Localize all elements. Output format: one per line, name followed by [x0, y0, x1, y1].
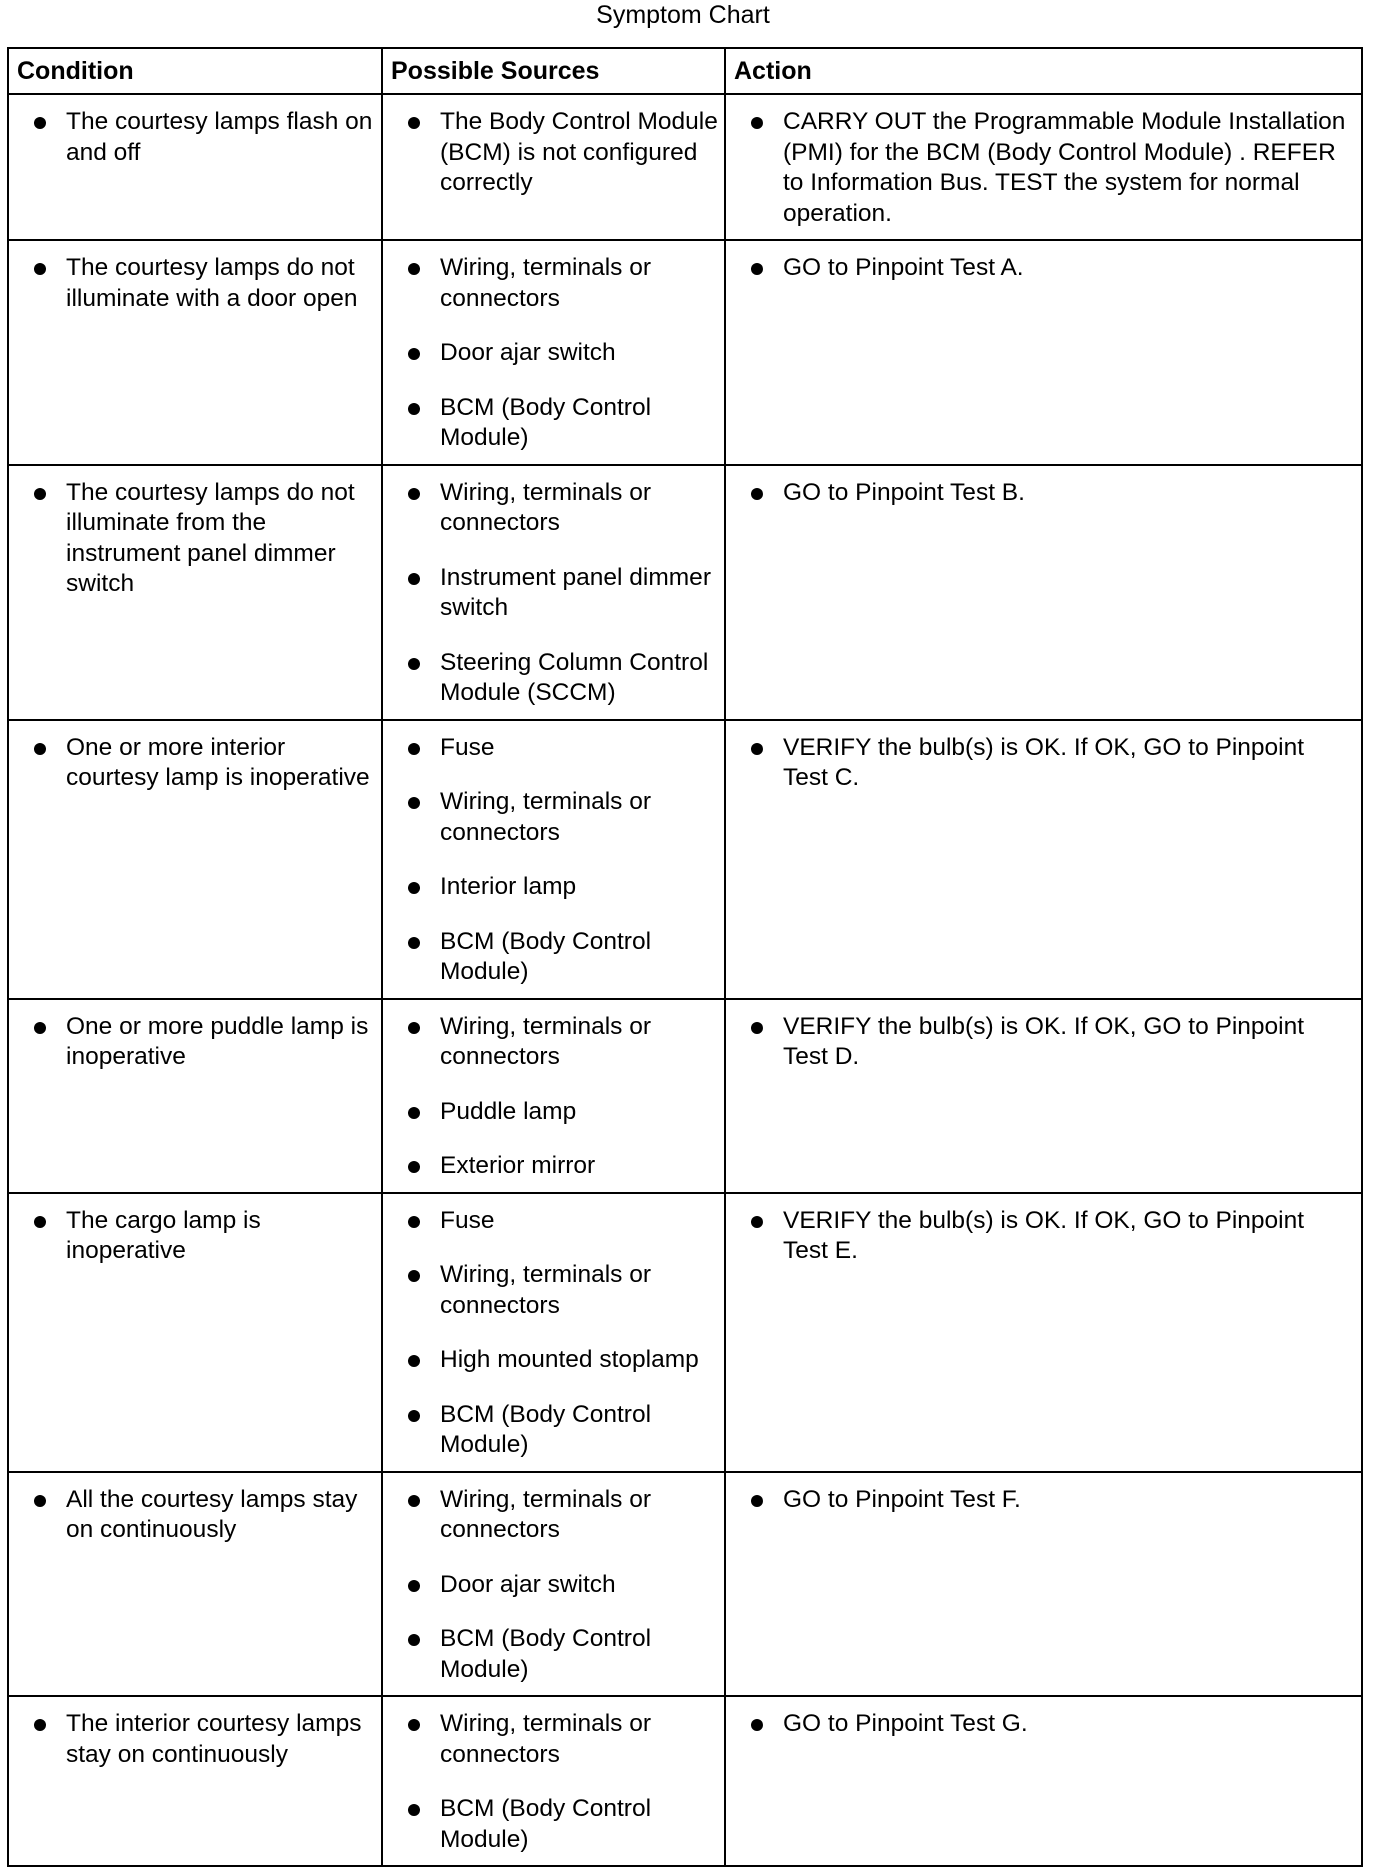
bullet-list — [383, 1012, 718, 1182]
condition-cell — [8, 720, 382, 999]
possible-sources-cell — [382, 1193, 725, 1472]
possible-source-item: Wiring, terminals or connectors — [383, 1485, 718, 1546]
column-header-condition: Condition — [8, 48, 382, 94]
page-title: Symptom Chart — [596, 1, 770, 29]
bullet-list — [9, 1206, 375, 1267]
bullet-list — [9, 1012, 375, 1073]
possible-source-item: Wiring, terminals or connectors — [383, 1260, 718, 1321]
bullet-list — [383, 107, 718, 199]
table-row — [8, 1472, 1362, 1697]
condition-text: The cargo lamp is inoperative — [9, 1206, 375, 1267]
bullet-list — [9, 1485, 375, 1546]
possible-sources-cell — [382, 240, 725, 465]
possible-source-item: High mounted stoplamp — [383, 1345, 718, 1376]
bullet-list — [726, 478, 1355, 509]
possible-source-item: BCM (Body Control Module) — [383, 1794, 718, 1855]
action-cell — [725, 465, 1362, 720]
possible-sources-cell — [382, 720, 725, 999]
action-text: GO to Pinpoint Test A. — [726, 253, 1355, 284]
table-body — [8, 94, 1362, 1866]
action-text: VERIFY the bulb(s) is OK. If OK, GO to Pinpoint Test E. — [726, 1206, 1355, 1267]
bullet-list — [726, 253, 1355, 284]
possible-source-item: Wiring, terminals or connectors — [383, 253, 718, 314]
table-row — [8, 465, 1362, 720]
bullet-list — [383, 1206, 718, 1461]
column-header-possible-sources: Possible Sources — [382, 48, 725, 94]
possible-sources-cell — [382, 1472, 725, 1697]
possible-sources-cell — [382, 94, 725, 240]
table-row — [8, 240, 1362, 465]
possible-source-item: Wiring, terminals or connectors — [383, 787, 718, 848]
action-text: GO to Pinpoint Test B. — [726, 478, 1355, 509]
bullet-list — [726, 107, 1355, 229]
condition-cell — [8, 999, 382, 1193]
condition-cell — [8, 94, 382, 240]
possible-source-item: The Body Control Module (BCM) is not configured correctly — [383, 107, 718, 199]
condition-text: The interior courtesy lamps stay on continuously — [9, 1709, 375, 1770]
condition-text: All the courtesy lamps stay on continuously — [9, 1485, 375, 1546]
bullet-list — [9, 253, 375, 314]
condition-text: The courtesy lamps do not illuminate from the instrument panel dimmer switch — [9, 478, 375, 600]
action-text: GO to Pinpoint Test F. — [726, 1485, 1355, 1516]
bullet-list — [726, 1012, 1355, 1073]
possible-source-item: BCM (Body Control Module) — [383, 393, 718, 454]
possible-source-item: Fuse — [383, 733, 718, 764]
possible-source-item: Steering Column Control Module (SCCM) — [383, 648, 718, 709]
action-cell — [725, 1472, 1362, 1697]
action-cell — [725, 999, 1362, 1193]
bullet-list — [9, 1709, 375, 1770]
possible-sources-cell — [382, 465, 725, 720]
column-header-action: Action — [725, 48, 1362, 94]
condition-cell — [8, 240, 382, 465]
possible-source-item: BCM (Body Control Module) — [383, 1624, 718, 1685]
possible-source-item: Wiring, terminals or connectors — [383, 1709, 718, 1770]
action-text: CARRY OUT the Programmable Module Installation (PMI) for the BCM (Body Control Module) . REFER to Information Bus. TEST the system for normal operation. — [726, 107, 1355, 229]
bullet-list — [383, 733, 718, 988]
bullet-list — [726, 1709, 1355, 1740]
condition-cell — [8, 1193, 382, 1472]
possible-source-item: Interior lamp — [383, 872, 718, 903]
possible-source-item: BCM (Body Control Module) — [383, 927, 718, 988]
possible-source-item: Wiring, terminals or connectors — [383, 478, 718, 539]
bullet-list — [726, 733, 1355, 794]
bullet-list — [726, 1485, 1355, 1516]
bullet-list — [9, 478, 375, 600]
condition-cell — [8, 465, 382, 720]
condition-text: The courtesy lamps do not illuminate with a door open — [9, 253, 375, 314]
action-cell — [725, 1696, 1362, 1866]
possible-source-item: Exterior mirror — [383, 1151, 718, 1182]
condition-text: One or more interior courtesy lamp is inoperative — [9, 733, 375, 794]
possible-source-item: Door ajar switch — [383, 338, 718, 369]
action-text: VERIFY the bulb(s) is OK. If OK, GO to Pinpoint Test C. — [726, 733, 1355, 794]
condition-cell — [8, 1472, 382, 1697]
bullet-list — [383, 1709, 718, 1855]
table-row — [8, 720, 1362, 999]
bullet-list — [9, 733, 375, 794]
bullet-list — [9, 107, 375, 168]
condition-text: One or more puddle lamp is inoperative — [9, 1012, 375, 1073]
condition-text: The courtesy lamps flash on and off — [9, 107, 375, 168]
table-row — [8, 1193, 1362, 1472]
table-header-row — [8, 48, 1362, 94]
possible-source-item: Door ajar switch — [383, 1570, 718, 1601]
table-row — [8, 1696, 1362, 1866]
action-cell — [725, 94, 1362, 240]
possible-sources-cell — [382, 999, 725, 1193]
bullet-list — [726, 1206, 1355, 1267]
possible-source-item: Instrument panel dimmer switch — [383, 563, 718, 624]
possible-source-item: Wiring, terminals or connectors — [383, 1012, 718, 1073]
action-cell — [725, 240, 1362, 465]
action-text: VERIFY the bulb(s) is OK. If OK, GO to Pinpoint Test D. — [726, 1012, 1355, 1073]
symptom-table — [7, 47, 1363, 1867]
possible-sources-cell — [382, 1696, 725, 1866]
bullet-list — [383, 478, 718, 709]
condition-cell — [8, 1696, 382, 1866]
bullet-list — [383, 253, 718, 454]
action-cell — [725, 720, 1362, 999]
action-cell — [725, 1193, 1362, 1472]
possible-source-item: Fuse — [383, 1206, 718, 1237]
table-row — [8, 999, 1362, 1193]
action-text: GO to Pinpoint Test G. — [726, 1709, 1355, 1740]
possible-source-item: BCM (Body Control Module) — [383, 1400, 718, 1461]
table-row — [8, 94, 1362, 240]
possible-source-item: Puddle lamp — [383, 1097, 718, 1128]
bullet-list — [383, 1485, 718, 1686]
